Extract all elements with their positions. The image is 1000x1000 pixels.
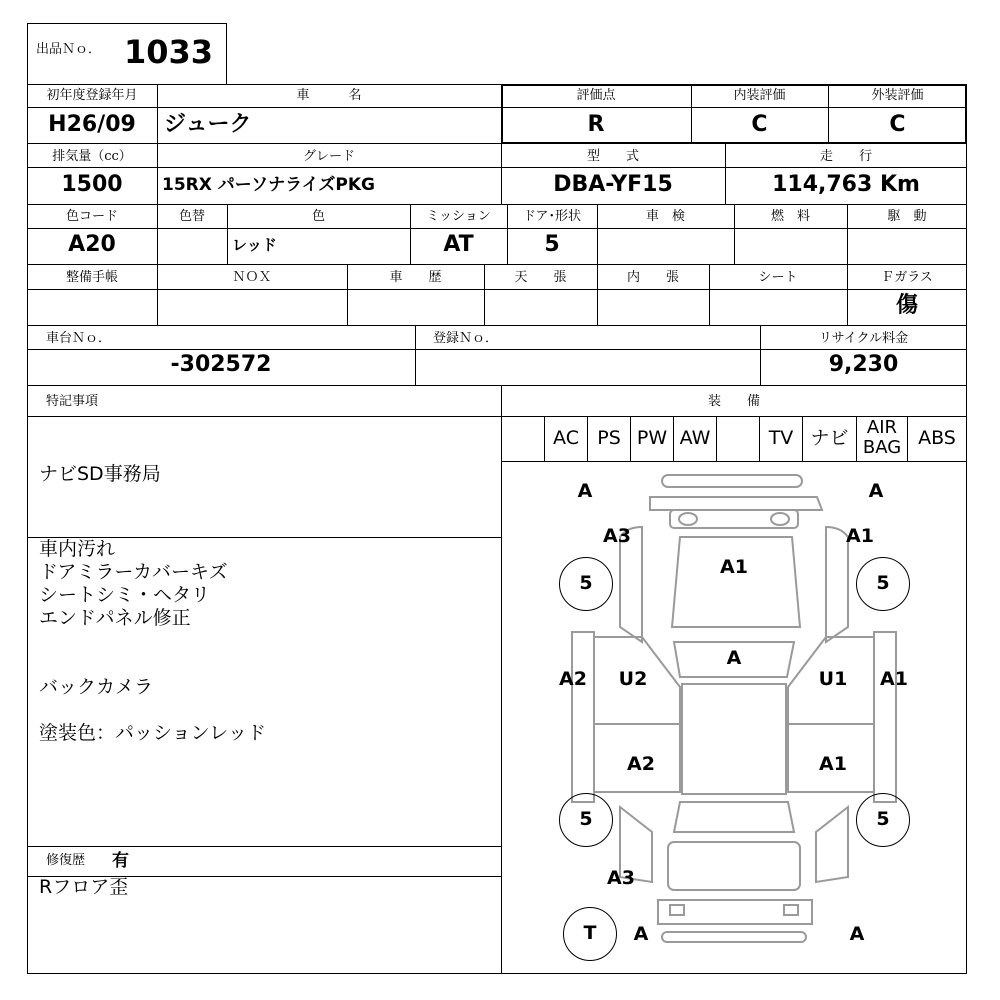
door-label: ドア･形状	[522, 209, 582, 224]
repair-label: 修復歴	[46, 853, 86, 868]
displacement-label: 排気量（cc）	[52, 149, 132, 164]
note-line: 車内汚れ	[39, 538, 116, 560]
tire-rear-left: 5	[559, 793, 613, 847]
color-code-label: 色コード	[65, 209, 118, 224]
mark-door-left: U2	[618, 668, 648, 690]
chassis-value: -302572	[170, 352, 272, 377]
note-line: エンドパネル修正	[39, 607, 191, 629]
mark-roof: A	[726, 647, 742, 669]
interior-value: C	[751, 112, 768, 137]
mission-label: ミッション	[426, 209, 491, 224]
score-value: R	[587, 112, 605, 137]
mark-quarter-left: A3	[607, 867, 635, 889]
mark-fender-right: A1	[846, 525, 874, 547]
recycle-value: 9,230	[828, 352, 899, 377]
note-camera: バックカメラ	[39, 676, 154, 698]
chassis-label: 車台Ｎｏ．	[46, 331, 112, 346]
color-code-value: A20	[68, 232, 116, 257]
mark-hood: A1	[720, 556, 748, 578]
repair-detail: Rフロア歪	[39, 876, 129, 898]
sunroof-label: 天 張	[514, 270, 567, 285]
seat-label: シート	[758, 270, 798, 285]
mark-rear-door-left: A2	[627, 753, 655, 775]
car-diagram	[502, 462, 966, 973]
note-line: ドアミラーカバーキズ	[39, 561, 228, 583]
mission-value: AT	[443, 232, 474, 257]
mark-rear-door-right: A1	[819, 753, 847, 775]
equipment-item: PW	[636, 427, 668, 449]
car-name-value: ジューク	[164, 112, 252, 137]
grade-label: グレード	[302, 149, 355, 164]
note-line-1: ナビSD事務局	[39, 463, 161, 485]
mark-side-left: A2	[559, 668, 587, 690]
maintenance-label: 整備手帳	[65, 270, 118, 285]
mark-front-left: A	[577, 480, 593, 502]
mark-door-right: U1	[818, 668, 848, 690]
mileage-value: 114,763 Km	[772, 172, 920, 197]
mark-front-right: A	[868, 480, 884, 502]
color-value: レッド	[232, 236, 277, 254]
equipment-item: AW	[679, 427, 711, 449]
interior-label: 内装評価	[733, 88, 786, 103]
mark-rear-left: A	[633, 923, 649, 945]
displacement-value: 1500	[61, 172, 123, 197]
car-name-label: 車 名	[296, 88, 362, 103]
first-reg-value: H26/09	[48, 112, 136, 137]
equipment-item: PS	[597, 427, 621, 449]
equipment-item-airbag: AIR BAG	[862, 417, 902, 458]
grade-value: 15RX パーソナライズPKG	[162, 175, 375, 195]
equipment-label: 装 備	[707, 394, 760, 409]
lot-number: 1033	[124, 33, 214, 71]
drive-label: 駆 動	[887, 209, 927, 224]
notes-label: 特記事項	[46, 394, 99, 409]
lot-number-label: 出品Ｎｏ．	[36, 42, 102, 57]
equipment-item: TV	[768, 427, 794, 449]
tire-front-left: 5	[559, 557, 613, 611]
first-reg-label: 初年度登録年月	[46, 88, 138, 103]
color-change-label: 色替	[178, 209, 205, 224]
fglass-label: Ｆガラス	[881, 270, 933, 285]
reg-no-label: 登録Ｎｏ．	[433, 331, 499, 346]
repair-value: 有	[112, 851, 129, 871]
history-label: 車 歴	[389, 270, 442, 285]
mark-side-right: A1	[880, 668, 908, 690]
mark-fender-left: A3	[603, 525, 631, 547]
inspection-label: 車 検	[645, 209, 685, 224]
interior-trim-label: 内 張	[626, 270, 679, 285]
note-line: シートシミ・ヘタリ	[39, 584, 211, 606]
mileage-label: 走 行	[819, 149, 872, 164]
score-label: 評価点	[576, 88, 616, 103]
tire-front-right: 5	[856, 557, 910, 611]
equipment-item: ABS	[918, 427, 956, 449]
mark-rear-right: A	[849, 923, 865, 945]
recycle-label: リサイクル料金	[818, 331, 909, 346]
model-value: DBA-YF15	[553, 172, 673, 197]
nox-label: ＮＯＸ	[232, 270, 272, 285]
fglass-value: 傷	[895, 293, 918, 318]
exterior-label: 外装評価	[871, 88, 924, 103]
tire-rear-right: 5	[856, 793, 910, 847]
equipment-item: AC	[553, 427, 579, 449]
equipment-item: ナビ	[810, 427, 849, 449]
exterior-value: C	[889, 112, 906, 137]
spare-tire: T	[563, 907, 617, 961]
model-label: 型 式	[586, 149, 639, 164]
color-label: 色	[311, 209, 325, 224]
door-value: 5	[544, 232, 560, 257]
note-paint: 塗装色：パッションレッド	[39, 722, 266, 744]
fuel-label: 燃 料	[770, 209, 810, 224]
